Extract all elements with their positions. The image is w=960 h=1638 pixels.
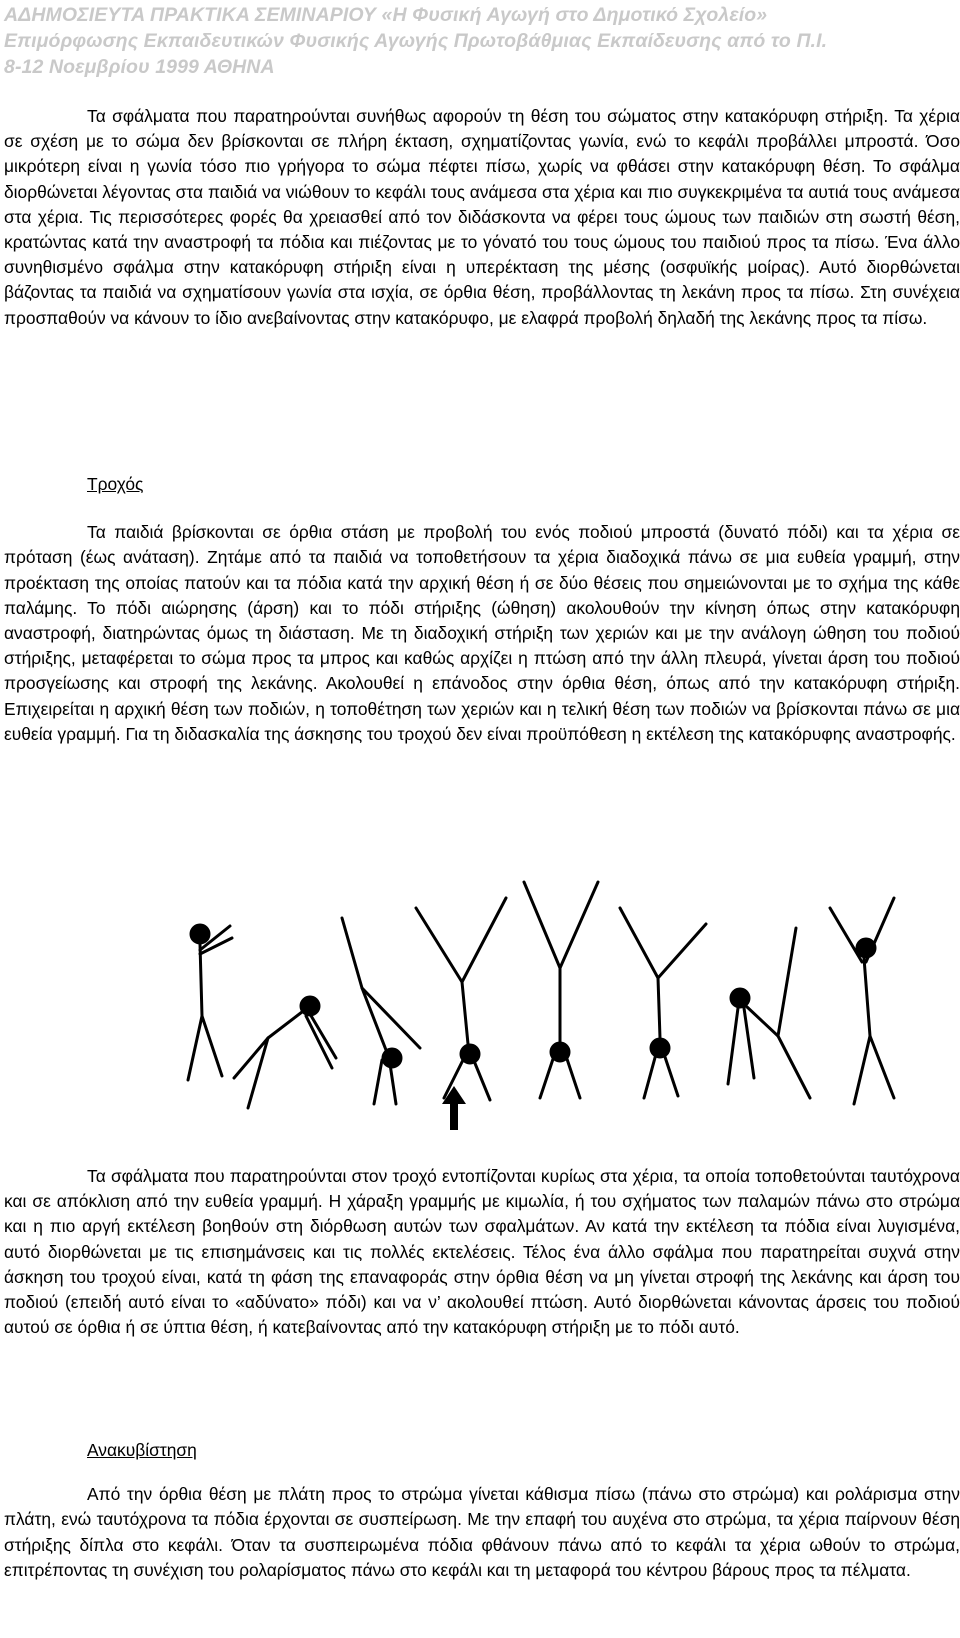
header-subtitle: Επιμόρφωσης Εκπαιδευτικών Φυσικής Αγωγής Πρωτοβάθμιας Εκπαίδευσης από το Π.Ι. [4,30,828,52]
section-cartwheel-errors [4,1164,960,1340]
cartwheel-figure-5 [524,882,598,1098]
cartwheel-sequence-illustration-icon [120,868,950,1138]
paragraph-backward-roll: Από την όρθια θέση με πλάτη προς το στρώμα γίνεται κάθισμα πίσω (πάνω στο στρώμα) και ρολάρισμα στην πλάτη, ενώ ταυτόχρονα τα πόδια έρχονται σε συσπείρωση. Με την επαφή του αυχένα στο στρώμα, τα χέρια παίρνουν θέση στήριξης δίπλα στο κεφάλι. Όταν τα συσπειρωμένα πόδια φθάνουν πάνω από το κεφάλι τα χέρια ωθούν το στρώμα, επιτρέποντας τη συνέχιση του ρολαρίσματος πάνω στο κεφάλι και τη μεταφορά του κέντρου βάρους προς τα πέλματα. [4,1484,960,1580]
paragraph-handstand-errors: Τα σφάλματα που παρατηρούνται συνήθως αφορούν τη θέση του σώματος στην κατακόρυφη στήριξη. Τα χέρια σε σχέση με το σώμα δεν βρίσκονται σε πλήρη έκταση, σχηματίζοντας γωνία, ενώ το κεφάλι προβάλλει μπροστά. Όσο μικρότερη είναι η γωνία τόσο πιο γρήγορα το σώμα πέφτει πίσω, χωρίς να φθάσει στην κατακόρυφη θέση. Το σφάλμα διορθώνεται λέγοντας στα παιδιά να νιώθουν το κεφάλι τους ανάμεσα στα χέρια και πιο συγκεκριμένα τα αυτιά τους ανάμεσα στα χέρια. Τις περισσότερες φορές θα χρειασθεί από τον διδάσκοντα να φέρει τους ώμους των παιδιών στη σωστή θέση, κρατώντας κατά την αναστροφή τα πόδια και πιέζοντας με το γόνατό του τους ώμους του παιδιού προς τα πίσω. Ένα άλλο συνηθισμένο σφάλμα στην κατακόρυφη στήριξη είναι η υπερέκταση της μέσης (οσφυϊκής μοίρας). Αυτό διορθώνεται βάζοντας τα παιδιά να σχηματίσουν γωνία στα ισχία, σε όρθια θέση, προβάλλοντας τη λεκάνη προς τα πίσω. Στη συνέχεια προσπαθούν να κάνουν το ίδιο ανεβαίνοντας στην κατακόρυφο, με ελαφρά προβολή δηλαδή της λεκάνης προς τα πίσω. [4,106,960,328]
cartwheel-figure-1 [188,925,232,1080]
paragraph-cartwheel-errors: Τα σφάλματα που παρατηρούνται στον τροχό εντοπίζονται κυρίως στα χέρια, τα οποία τοποθετούνται ταυτόχρονα και σε απόκλιση από την ευθεία γραμμή. Η χάραξη γραμμής με κιμωλία, ή του σχήματος των παλαμών πάνω στο στρώμα και η πιο αργή εκτέλεση βοηθούν στη διόρθωση αυτών των σφαλμάτων. Αν κατά την εκτέλεση τα πόδια είναι λυγισμένα, αυτό διορθώνεται με τις επισημάνσεις και τις πολλές εκτελέσεις. Τέλος ένα άλλο σφάλμα που παρατηρείται συχνά στην άσκηση του τροχού είναι, κατά τη φάση της επαναφοράς στην όρθια θέση να μη γίνεται στροφή της λεκάνης και άρση του ποδιού (επειδή αυτό είναι το «αδύνατο» πόδι) και να ν’ ακολουθεί πτώση. Αυτό διορθώνεται κάνοντας άρσεις του ποδιού αυτού σε όρθια ή σε ύπτια θέση, ή κατεβαίνοντας από την κατακόρυφη στήριξη με το πόδι αυτό. [4,1166,960,1338]
cartwheel-figure-3 [342,918,420,1104]
cartwheel-figure-8 [830,898,894,1104]
section-backward-roll [4,1438,960,1583]
heading-backward-roll: Ανακυβίστηση [87,1440,197,1460]
section-cartwheel [4,472,960,747]
section-handstand-errors [4,104,960,331]
header-title: ΑΔΗΜΟΣΙΕΥΤΑ ΠΡΑΚΤΙΚΑ ΣΕΜΙΝΑΡΙΟΥ «Η Φυσική Αγωγή στο Δημοτικό Σχολείο» [4,4,768,26]
paragraph-cartwheel: Τα παιδιά βρίσκονται σε όρθια στάση με προβολή του ενός ποδιού μπροστά (δυνατό πόδι) και τα χέρια σε πρόταση (έως ανάταση). Ζητάμε από τα παιδιά να τοποθετήσουν τα χέρια διαδοχικά πάνω σε μια ευθεία γραμμή, στην προέκταση της οποίας πατούν και τα πόδια κατά την αρχική θέση ή σε δύο θέσεις που σημειώνονται με το σχήμα της κάθε παλάμης. Το πόδι αιώρησης (άρση) και το πόδι στήριξης (ώθηση) ακολουθούν την κίνηση όπως στην κατακόρυφη αναστροφή, διατηρώντας όμως τη διάσταση. Με τη διαδοχική στήριξη των χεριών και με την ανάλογη ώθηση του ποδιού στήριξης, μεταφέρεται το σώμα προς τα μπρος και καθώς αρχίζει η πτώση από την άλλη πλευρά, γίνεται άρση του ποδιού προσγείωσης και στροφή της λεκάνης. Ακολουθεί η επάνοδος στην όρθια θέση, όπως από την κατακόρυφη στήριξη. Επιχειρείται η αρχική θέση των ποδιών, η τοποθέτηση των χεριών και η τελική θέση των ποδιών να βρίσκονται πάνω σε μια ευθεία γραμμή. Για τη διδασκαλία της άσκησης του τροχού δεν είναι προϋπόθεση η εκτέλεση της κατακόρυφης αναστροφής. [4,522,960,744]
heading-cartwheel: Τροχός [87,474,144,494]
cartwheel-figure-4 [416,898,506,1100]
cartwheel-figure-7 [728,928,810,1098]
document-header [4,2,944,80]
header-date: 8-12 Νοεμβρίου 1999 ΑΘΗΝΑ [4,56,275,78]
cartwheel-figure-2 [234,997,336,1108]
cartwheel-figure-6 [620,908,706,1098]
